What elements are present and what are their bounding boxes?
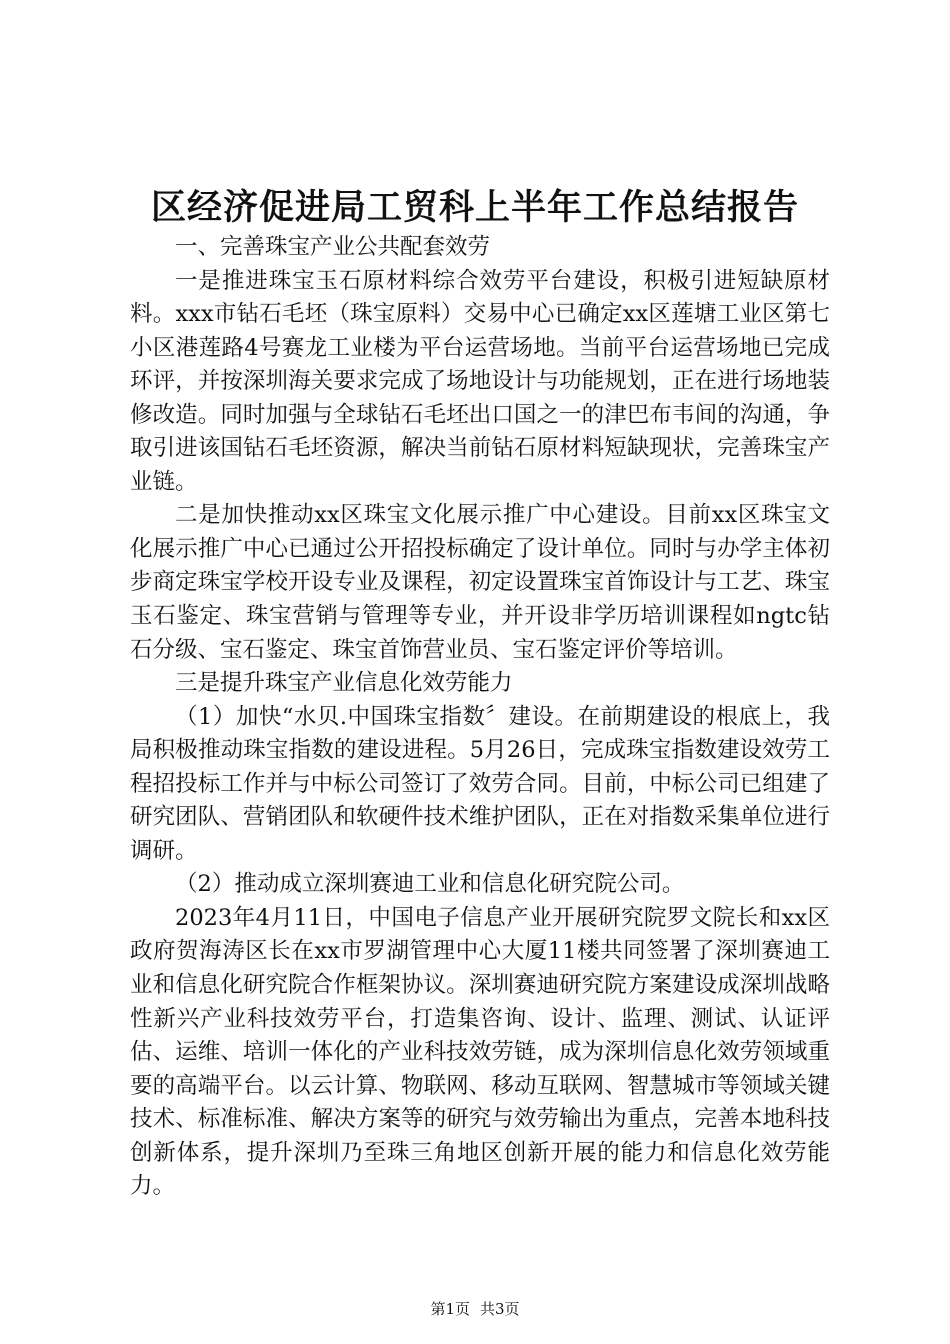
page-number: 第1页 — [430, 1300, 470, 1318]
paragraph: （2）推动成立深圳赛迪工业和信息化研究院公司。 — [175, 871, 685, 898]
paragraph: 一是推进珠宝玉石原材料综合效劳平台建设，积极引进短缺原材料。xxx市钻石毛坯（珠宝原料）交易中心已确定xx区莲塘工业区第七小区港莲路4号赛龙工业楼为平台运营场地。当前平台运营场地已完成环评，并按深圳海关要求完成了场地设计与功能规划，正在进行场地装修改造。同时加强与全球钻石毛坯出口国之一的津巴布韦间的沟通，争取引进该国钻石毛坯资源，解决当前钻石原材料短缺现状，完善珠宝产业链。 — [130, 267, 830, 495]
document-body — [130, 231, 830, 1204]
document-title: 区经济促进局工贸科上半年工作总结报告 — [150, 187, 799, 228]
section-heading: 一、完善珠宝产业公共配套效劳 — [175, 234, 491, 260]
paragraph: 三是提升珠宝产业信息化效劳能力 — [175, 670, 513, 697]
paragraph: 二是加快推动xx区珠宝文化展示推广中心建设。目前xx区珠宝文化展示推广中心已通过公开招投标确定了设计单位。同时与办学主体初步商定珠宝学校开设专业及课程，初定设置珠宝首饰设计与工艺、珠宝玉石鉴定、珠宝营销与管理等专业，并开设非学历培训课程如ngtc钻石分级、宝石鉴定、珠宝首饰营业员、宝石鉴定评价等培训。 — [130, 502, 830, 663]
page-total: 共3页 — [480, 1300, 520, 1318]
paragraph: 2023年4月11日，中国电子信息产业开展研究院罗文院长和xx区政府贺海涛区长在xx市罗湖管理中心大厦11楼共同签署了深圳赛迪工业和信息化研究院合作框架协议。深圳赛迪研究院方案建设成深圳战略性新兴产业科技效劳平台，打造集咨询、设计、监理、测试、认证评估、运维、培训一体化的产业科技效劳链，成为深圳信息化效劳领域重要的高端平台。以云计算、物联网、移动互联网、智慧城市等领域关键技术、标准标准、解决方案等的研究与效劳输出为重点，完善本地科技创新体系，提升深圳乃至珠三角地区创新开展的能力和信息化效劳能力。 — [130, 904, 830, 1200]
paragraph: （1）加快“水贝.中国珠宝指数〞建设。在前期建设的根底上，我局积极推动珠宝指数的建设进程。5月26日，完成珠宝指数建设效劳工程招投标工作并与中标公司签订了效劳合同。目前，中标公司已组建了研究团队、营销团队和软硬件技术维护团队，正在对指数采集单位进行调研。 — [130, 703, 830, 864]
page-footer — [0, 1299, 950, 1319]
